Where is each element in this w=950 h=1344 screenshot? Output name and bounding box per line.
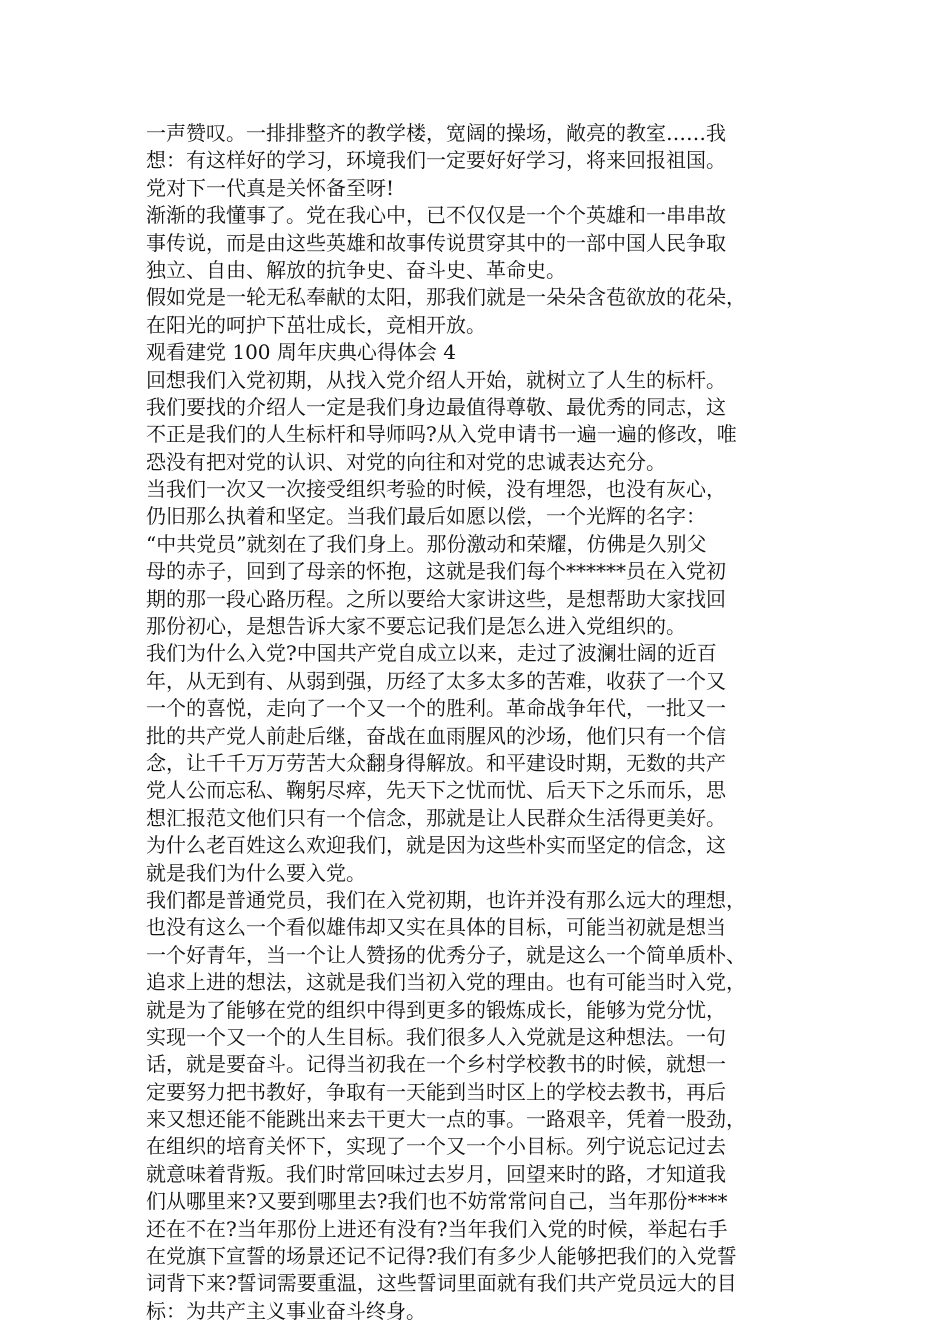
text-line: 就意味着背叛。我们时常回味过去岁月，回望来时的路，才知道我 — [146, 1161, 726, 1186]
text-line: 事传说，而是由这些英雄和故事传说贯穿其中的一部中国人民争取 — [146, 230, 726, 255]
text-line: 定要努力把书教好，争取有一天能到当时区上的学校去教书，再后 — [146, 1079, 726, 1104]
text-line: 一声赞叹。一排排整齐的教学楼，宽阔的操场，敞亮的教室……我 — [146, 121, 726, 145]
text-line: 一个的喜悦，走向了一个又一个的胜利。革命战争年代，一批又一 — [146, 696, 726, 721]
text-line: “中共党员”就刻在了我们身上。那份激动和荣耀，仿佛是久别父 — [146, 531, 707, 556]
text-line: 党人公而忘私、鞠躬尽瘁，先天下之忧而忧、后天下之乐而乐，思 — [146, 778, 726, 803]
text-line: 来又想还能不能跳出来去干更大一点的事。一路艰辛，凭着一股劲， — [146, 1107, 746, 1132]
text-line: 党对下一代真是关怀备至呀! — [146, 175, 395, 200]
text-line: 词背下来?誓词需要重温，这些誓词里面就有我们共产党员远大的目 — [146, 1271, 737, 1296]
text-line: 话，就是要奋斗。记得当初我在一个乡村学校教书的时候，就想一 — [146, 1052, 726, 1077]
text-line: 标：为共产主义事业奋斗终身。 — [146, 1298, 426, 1323]
text-line: 观看建党 100 周年庆典心得体会 4 — [146, 340, 456, 365]
text-line: 想汇报范文他们只有一个信念，那就是让人民群众生活得更美好。 — [146, 805, 726, 830]
text-line: 不正是我们的人生标杆和导师吗?从入党申请书一遍一遍的修改，唯 — [146, 422, 737, 447]
text-line: 们从哪里来?又要到哪里去?我们也不妨常常问自己，当年那份**** — [146, 1189, 728, 1214]
text-line: 念，让千千万万劳苦大众翻身得解放。和平建设时期，无数的共产 — [146, 750, 726, 775]
text-line: 想：有这样好的学习，环境我们一定要好好学习，将来回报祖国。 — [146, 148, 726, 173]
text-line: 就是我们为什么要入党。 — [146, 860, 366, 885]
text-line: 我们都是普通党员，我们在入党初期，也许并没有那么远大的理想， — [146, 887, 746, 912]
text-line: 恐没有把对党的认识、对党的向往和对党的忠诚表达充分。 — [146, 449, 666, 474]
text-line: 在党旗下宣誓的场景还记不记得?我们有多少人能够把我们的入党誓 — [146, 1244, 737, 1269]
text-line: 在阳光的呵护下茁壮成长，竞相开放。 — [146, 312, 486, 337]
text-line: 追求上进的想法，这就是我们当初入党的理由。也有可能当时入党， — [146, 970, 746, 995]
text-line: 渐渐的我懂事了。党在我心中，已不仅仅是一个个英雄和一串串故 — [146, 203, 726, 228]
text-line: 假如党是一轮无私奉献的太阳，那我们就是一朵朵含苞欲放的花朵， — [146, 285, 746, 310]
text-line: 我们要找的介绍人一定是我们身边最值得尊敬、最优秀的同志，这 — [146, 394, 726, 419]
body-text — [146, 120, 816, 1325]
text-line: 期的那一段心路历程。之所以要给大家讲这些，是想帮助大家找回 — [146, 586, 726, 611]
text-line: 实现一个又一个的人生目标。我们很多人入党就是这种想法。一句 — [146, 1024, 726, 1049]
text-line: 在组织的培育关怀下，实现了一个又一个小目标。列宁说忘记过去 — [146, 1134, 726, 1159]
text-line: 为什么老百姓这么欢迎我们，就是因为这些朴实而坚定的信念，这 — [146, 833, 726, 858]
text-line: 批的共产党人前赴后继，奋战在血雨腥风的沙场，他们只有一个信 — [146, 723, 726, 748]
text-line: 回想我们入党初期，从找入党介绍人开始，就树立了人生的标杆。 — [146, 367, 726, 392]
text-line: 母的赤子，回到了母亲的怀抱，这就是我们每个******员在入党初 — [146, 559, 726, 584]
text-line: 年，从无到有、从弱到强，历经了太多太多的苦难，收获了一个又 — [146, 668, 726, 693]
text-line: 那份初心，是想告诉大家不要忘记我们是怎么进入党组织的。 — [146, 614, 686, 639]
text-line: 还在不在?当年那份上进还有没有?当年我们入党的时候，举起右手 — [146, 1216, 728, 1241]
text-line: 也没有这么一个看似雄伟却又实在具体的目标，可能当初就是想当 — [146, 915, 726, 940]
text-line: 一个好青年，当一个让人赞扬的优秀分子，就是这么一个简单质朴、 — [146, 942, 746, 967]
text-line: 就是为了能够在党的组织中得到更多的锻炼成长，能够为党分忧， — [146, 997, 726, 1022]
text-line: 当我们一次又一次接受组织考验的时候，没有埋怨，也没有灰心， — [146, 477, 726, 502]
text-line: 仍旧那么执着和坚定。当我们最后如愿以偿，一个光辉的名字： — [146, 504, 706, 529]
text-line: 独立、自由、解放的抗争史、奋斗史、革命史。 — [146, 257, 566, 282]
text-line: 我们为什么入党?中国共产党自成立以来，走过了波澜壮阔的近百 — [146, 641, 717, 666]
